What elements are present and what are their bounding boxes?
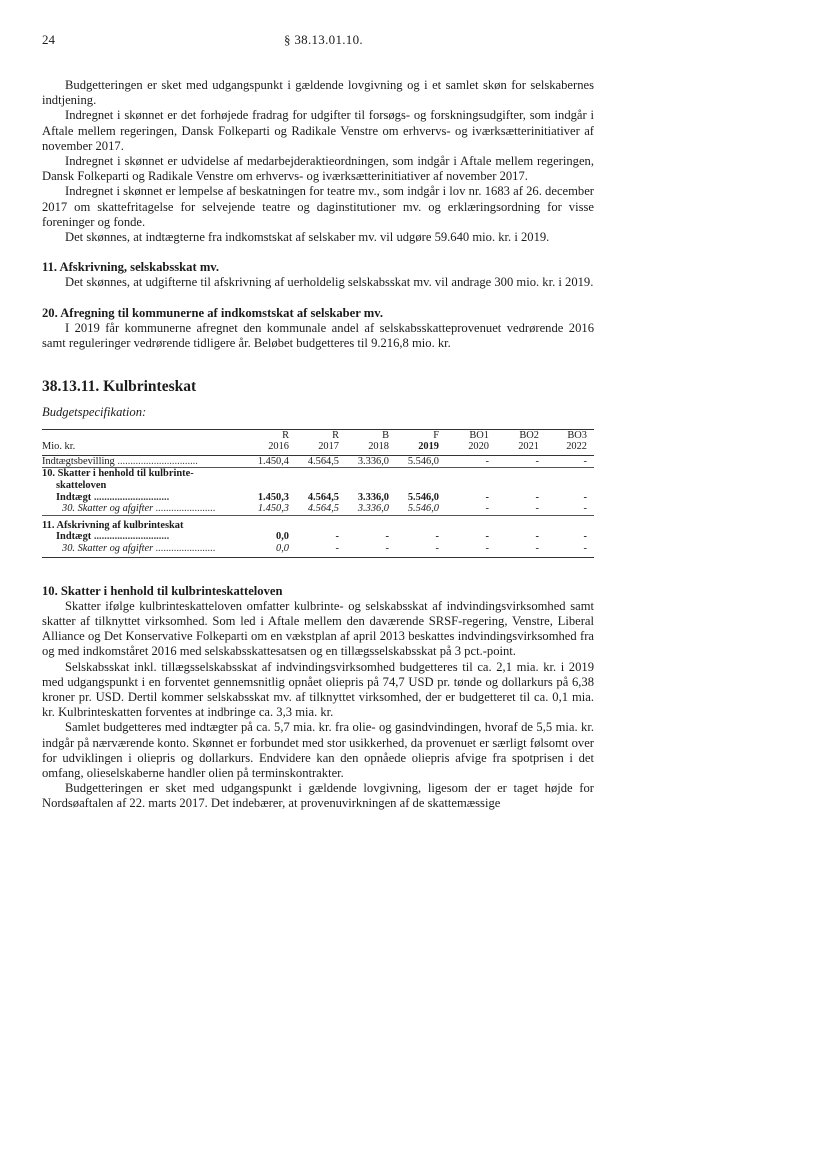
- row-label: Indtægt: [56, 531, 92, 543]
- column-top-label: BO3: [546, 429, 594, 441]
- table-header-row: [42, 429, 594, 441]
- column-top-label: BO2: [496, 429, 546, 441]
- leader-dots: .............................: [91, 491, 170, 503]
- table-cell: -: [496, 503, 546, 515]
- table-cell: -: [335, 531, 339, 543]
- page-header: [42, 32, 594, 50]
- section-reference: § 38.13.01.10.: [284, 32, 363, 47]
- table-cell: 1.450,4: [246, 455, 296, 468]
- table-cell: -: [346, 543, 396, 557]
- column-year: 2021: [496, 441, 546, 455]
- leader-dots: .......................: [153, 543, 216, 554]
- intro-paragraph: Det skønnes, at indtægterne fra indkomstskat af selskaber mv. vil udgøre 59.640 mio. kr. i 2019.: [65, 230, 550, 245]
- intro-paragraph: Indregnet i skønnet er lempelse af beskatningen for teatre mv., som indgår i lov nr. 1683 af 26. december 2017 om skattefritagelse for selvejende teatre og daginstitutioner mv. og erklæringsordning for visse foreninger og fonde.: [42, 184, 594, 229]
- column-top-label: F: [396, 429, 446, 441]
- table-cell: 3.336,0: [346, 503, 396, 515]
- row-label: 30. Skatter og afgifter: [62, 543, 154, 554]
- table-cell: 5.546,0: [396, 455, 446, 468]
- column-year: 2022: [546, 441, 594, 455]
- leader-dots: .............................: [91, 531, 170, 543]
- table-cell: -: [496, 543, 546, 557]
- table-cell: 3.336,0: [357, 491, 389, 503]
- column-year: 2016: [246, 441, 296, 455]
- section-20-heading: 20. Afregning til kommunerne af indkomstskat af selskaber mv.: [42, 305, 383, 320]
- table-row: [42, 455, 594, 468]
- table-row: [42, 503, 594, 515]
- table-cell: -: [446, 543, 496, 557]
- table-cell: 4.564,5: [307, 491, 339, 503]
- table-cell: -: [485, 531, 489, 543]
- table-cell: -: [446, 503, 496, 515]
- table-cell: 1.450,3: [257, 491, 289, 503]
- section-10-paragraph: Budgetteringen er sket med udgangspunkt i gældende lovgivning, ligesom der er taget højde for Nordsøaftalen af 22. marts 2017. Det indebærer, at provenuvirkningen af de skattemæssige: [42, 781, 594, 811]
- column-top-label: R: [246, 429, 296, 441]
- table-cell: 5.546,0: [396, 503, 446, 515]
- table-cell: -: [496, 455, 546, 468]
- section-11-heading: 11. Afskrivning, selskabsskat mv.: [42, 260, 220, 275]
- intro-paragraph: Indregnet i skønnet er det forhøjede fradrag for udgifter til forsøgs- og forskningsudgifter, som indgår i Aftale mellem regeringen, Dansk Folkeparti og Radikale Venstre om erhvervs- og iværksætterinitiativer af november 2017.: [42, 108, 594, 153]
- column-year: 2019: [396, 441, 446, 455]
- table-cell: 0,0: [246, 543, 296, 557]
- unit-label: Mio. kr.: [42, 441, 246, 455]
- table-cell: -: [535, 491, 539, 503]
- table-group-title: [42, 480, 594, 492]
- section-11-text: Det skønnes, at udgifterne til afskrivning af uerholdelig selskabsskat mv. vil andrage 300 mio. kr. i 2019.: [65, 275, 594, 290]
- table-cell: -: [535, 531, 539, 543]
- page-body: [42, 78, 594, 812]
- table-cell: -: [446, 455, 496, 468]
- row-label: Indtægtsbevilling: [42, 455, 115, 467]
- table-cell: 1.450,3: [246, 503, 296, 515]
- budget-table: [42, 429, 594, 558]
- table-cell: -: [546, 503, 594, 515]
- table-cell: -: [583, 491, 587, 503]
- section-10-paragraph: Selskabsskat inkl. tillægsselskabsskat af indvindingsvirksomhed budgetteres til ca. 2,1 mia. kr. i 2019 med udgangspunkt i en forventet gennemsnitlig opnået oliepris på 74,7 USD pr. tønde og dollarkurs på 6,38 kroner pr. USD. Dertil kommer selskabsskat mv. af tilknyttet virksomhed, der er budgetteret til ca. 0,1 mia. kr. Kulbrinteskatten forventes at indbringe ca. 3,3 mia. kr.: [42, 659, 594, 720]
- table-cell: 5.546,0: [407, 491, 439, 503]
- section-10-paragraph: Skatter ifølge kulbrinteskatteloven omfatter kulbrinte- og selskabsskat af indvindingsvirksomhed samt skatter af tilknyttet virksomhed. Som led i Aftale mellem den daværende SRSF-regering, Venstre, Liberal Alliance og Det Konservative Folkeparti om en vækstplan af april 2013 beskattes indvindingsvirksomhed fra og med indkomståret 2016 med selskabsskattesatsen og en tillægsselskabsskat på 3 pct.-point.: [42, 598, 594, 659]
- table-cell: 3.336,0: [346, 455, 396, 468]
- column-year: 2017: [296, 441, 346, 455]
- table-cell: 4.564,5: [296, 503, 346, 515]
- group-11-title: 11. Afskrivning af kulbrinteskat: [42, 519, 184, 531]
- table-cell: -: [435, 531, 439, 543]
- page-number: 24: [42, 32, 55, 47]
- table-cell: -: [396, 543, 446, 557]
- table-row: [42, 492, 594, 504]
- table-cell: -: [546, 455, 594, 468]
- column-top-label: B: [346, 429, 396, 441]
- table-cell: 4.564,5: [296, 455, 346, 468]
- group-10-title-line2: skatteloven: [56, 480, 107, 492]
- column-top-label: BO1: [446, 429, 496, 441]
- document-page: [42, 0, 594, 1169]
- table-row: [42, 531, 594, 543]
- table-group-title: [42, 468, 594, 480]
- leader-dots: ...............................: [114, 455, 198, 467]
- section-20-text: I 2019 får kommunerne afregnet den kommunale andel af selskabsskatteprovenuet vedrørende 2016 samt reguleringer vedrørende tidligere år. Beløbet budgetteres til 9.216,8 mio. kr.: [42, 320, 594, 351]
- table-row: [42, 543, 594, 557]
- column-top-label: R: [296, 429, 346, 441]
- table-cell: 0,0: [276, 531, 289, 543]
- table-cell: -: [296, 543, 346, 557]
- table-header-row: [42, 441, 594, 455]
- budget-spec-label: Budgetspecifikation:: [42, 405, 147, 420]
- row-label: Indtægt: [56, 491, 92, 503]
- column-year: 2020: [446, 441, 496, 455]
- group-10-title-line1: 10. Skatter i henhold til kulbrinte-: [42, 468, 194, 480]
- table-cell: -: [583, 531, 587, 543]
- intro-paragraph: Budgetteringen er sket med udgangspunkt i gældende lovgivning og i et samlet skøn for selskabernes indtjening.: [42, 78, 594, 108]
- table-cell: -: [546, 543, 594, 557]
- table-group-title: [42, 515, 594, 531]
- main-heading: 38.13.11. Kulbrinteskat: [42, 378, 197, 396]
- intro-paragraph: Indregnet i skønnet er udvidelse af medarbejderaktieordningen, som indgår i Aftale mellem regeringen, Dansk Folkeparti og Radikale Venstre om erhvervs- og iværksætterinitiativer af november 2017.: [42, 154, 594, 184]
- leader-dots: .......................: [153, 503, 216, 515]
- column-year: 2018: [346, 441, 396, 455]
- table-cell: -: [385, 531, 389, 543]
- section-10-paragraph: Samlet budgetteres med indtægter på ca. 5,7 mia. kr. fra olie- og gasindvindingen, hvoraf de 5,5 mia. kr. indgår på nærværende konto. Skønnet er forbundet med stor usikkerhed, da provenuet er særligt følsomt over for udviklingen i oliepris og dollarkurs. Endvidere kan den opnåede oliepris afvige fra spotprisen i det omfang, olieselskaberne handler olien på terminskontrakter.: [42, 720, 594, 781]
- row-label: 30. Skatter og afgifter: [62, 503, 154, 515]
- section-10-heading: 10. Skatter i henhold til kulbrinteskatteloven: [42, 583, 283, 598]
- table-cell: -: [485, 491, 489, 503]
